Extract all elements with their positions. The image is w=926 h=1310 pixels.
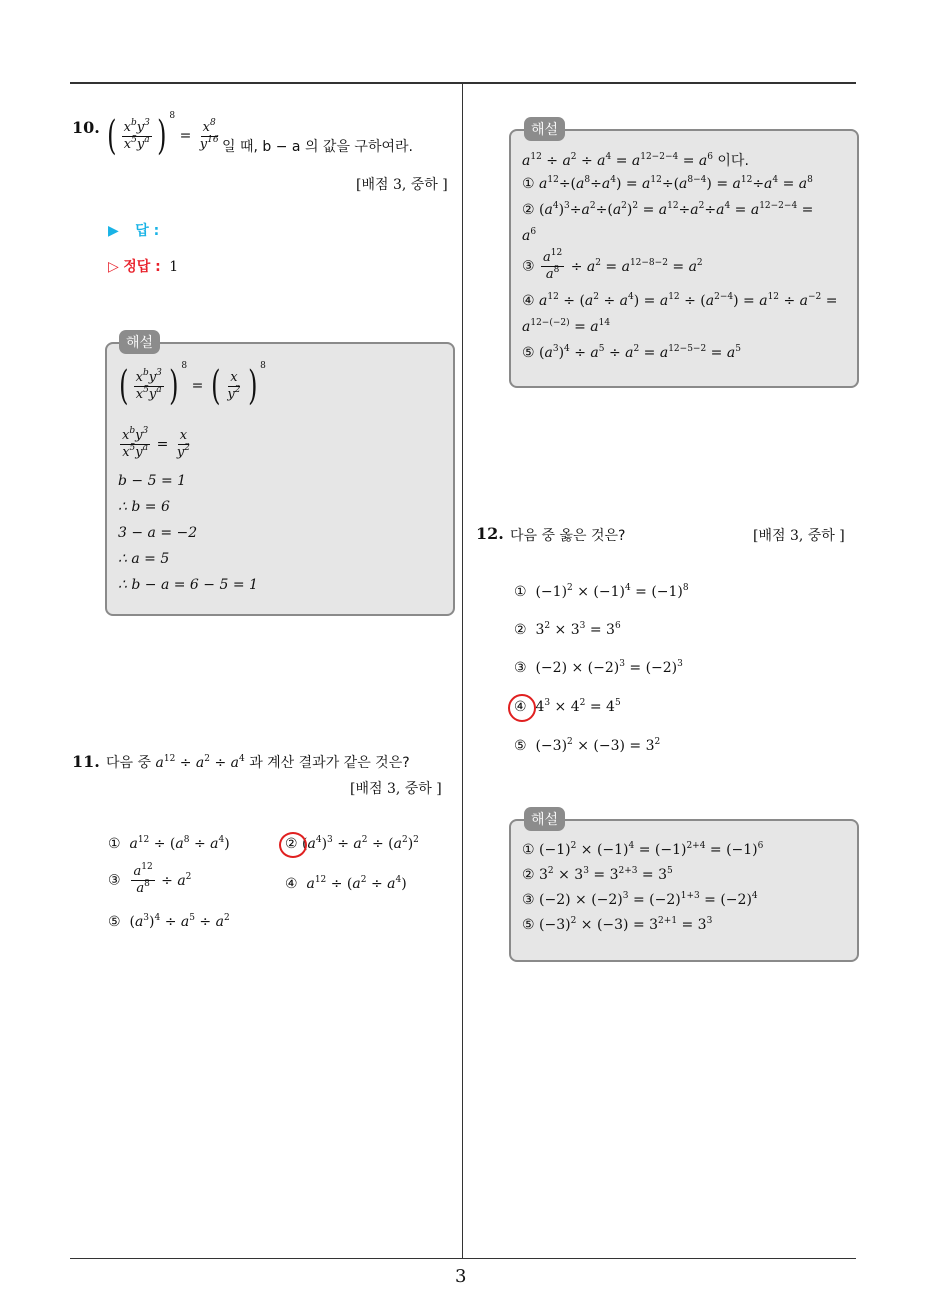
q12-text: 다음 중 옳은 것은? xyxy=(510,528,626,544)
q11-sol-2b: $a^6$ xyxy=(522,227,537,244)
q10-sol-line5: ∴ b − a = 6 − 5 = 1 xyxy=(118,577,258,593)
page-number: 3 xyxy=(455,1266,467,1287)
q12-option-1[interactable]: ① $(-1)^2 \times (-1)^4 = (-1)^8$ xyxy=(514,583,689,600)
q10-sol-line2: ∴ b = 6 xyxy=(118,499,170,515)
q11-sol-2: ② $(a^4)^3\div a^2\div(a^2)^2 = a^{12}\div a^2\div a^4 = a^{12-2-4}$ = xyxy=(522,201,814,218)
column-divider xyxy=(462,84,463,1259)
q12-solution-tag: 해설 xyxy=(524,807,565,831)
top-rule xyxy=(70,82,856,84)
q12-option-5[interactable]: ⑤ $(-3)^2 \times (-3) = 3^2$ xyxy=(514,737,661,754)
correct-value: 1 xyxy=(169,259,179,275)
q11-sol-4: ④ $a^{12} \div (a^2 \div a^4) = a^{12} \div (a^{2-4}) = a^{12} \div a^{-2}$ = xyxy=(522,292,838,309)
q11-sol-intro: $a^{12} \div a^2 \div a^4 = a^{12-2-4} = a^6$ 이다. xyxy=(522,152,749,169)
q12-option-4[interactable]: ④ $4^3 \times 4^2 = 4^5$ xyxy=(514,698,621,715)
q10-correct-row xyxy=(108,256,178,276)
q11-sol-3: ③ $\frac{a^{12}}{a^8}$ ÷ $a^2 = a^{12-8-2} = a^2$ xyxy=(522,248,703,282)
q10-answer-row xyxy=(108,220,159,240)
q10-sol-eq1: ( $\frac{x^by^3}{x^5y^a}$ ) $^8$ = ( $\frac{x}{y^2}$ ) $^8$ xyxy=(119,361,266,409)
q12-option-2[interactable]: ② $3^2 \times 3^3 = 3^6$ xyxy=(514,621,621,638)
q11-solution-tag: 해설 xyxy=(524,117,565,141)
q12-number: 12. xyxy=(476,524,504,543)
outline-triangle-icon: ▷ xyxy=(108,259,119,275)
q11-sol-1: ① $a^{12}\div(a^8\div a^4) = a^{12}\div(a^{8-4}) = a^{12}\div a^4 = a^8$ xyxy=(522,175,813,192)
q12-score: [배점 3, 중하 ] xyxy=(753,528,845,544)
q10-sol-eq2: $\frac{x^by^3}{x^5y^a}$ = $\frac{x}{y^2}$ xyxy=(122,426,190,460)
q11-score: [배점 3, 중하 ] xyxy=(350,781,442,797)
q11-option-1[interactable]: ① $a^{12} \div (a^8 \div a^4)$ xyxy=(108,835,230,852)
play-icon: ▶ xyxy=(108,223,119,239)
answer-label: 답 : xyxy=(135,223,160,239)
q10-solution-tag: 해설 xyxy=(119,330,160,354)
q12-sol-2: ② $3^2 \times 3^3 = 3^{2+3} = 3^5$ xyxy=(522,866,673,883)
bottom-rule xyxy=(70,1258,856,1259)
q11-option-2[interactable]: ② $(a^4)^3 \div a^2 \div (a^2)^2$ xyxy=(285,835,419,852)
q11-option-5[interactable]: ⑤ $(a^3)^4 \div a^5 \div a^2$ xyxy=(108,913,230,930)
q11-text: 다음 중 $a^{12} \div a^2 \div a^4$ 과 계산 결과가 같은 것은? xyxy=(106,754,410,771)
q12-sol-5: ⑤ $(-3)^2 \times (-3) = 3^{2+1} = 3^3$ xyxy=(522,916,713,933)
q11-number: 11. xyxy=(72,752,100,771)
q10-sol-line1: b − 5 = 1 xyxy=(118,473,187,489)
q11-option-4[interactable]: ④ $a^{12} \div (a^2 \div a^4)$ xyxy=(285,875,407,892)
q12-option-3[interactable]: ③ $(-2) \times (-2)^3 = (-2)^3$ xyxy=(514,659,683,676)
q11-sol-4b: $a^{12-(-2)} = a^{14}$ xyxy=(522,318,611,335)
q12-selected-mark xyxy=(508,694,536,722)
q10-text: 일 때, b − a 의 값을 구하여라. xyxy=(222,139,413,155)
q10-equation: ( $\frac{x^by^3}{x^5y^a}$ ) $^8$ = $\frac{x^8}{y^{16}}$ xyxy=(107,111,219,159)
q11-sol-5: ⑤ $(a^3)^4 \div a^5 \div a^2 = a^{12-5-2} = a^5$ xyxy=(522,344,741,361)
q10-score: [배점 3, 중하 ] xyxy=(356,177,448,193)
q10-number: 10. xyxy=(72,118,100,137)
q10-sol-line3: 3 − a = −2 xyxy=(118,525,198,541)
q11-option-3[interactable]: ③ $\frac{a^{12}}{a^8}$ ÷ $a^2$ xyxy=(108,862,192,896)
q12-sol-1: ① $(-1)^2 \times (-1)^4 = (-1)^{2+4} = (-1)^6$ xyxy=(522,841,764,858)
q10-sol-line4: ∴ a = 5 xyxy=(118,551,170,567)
correct-label: 정답 : xyxy=(123,259,161,275)
q11-selected-mark xyxy=(279,832,307,858)
q12-sol-3: ③ $(-2) \times (-2)^3 = (-2)^{1+3} = (-2)^4$ xyxy=(522,891,758,908)
